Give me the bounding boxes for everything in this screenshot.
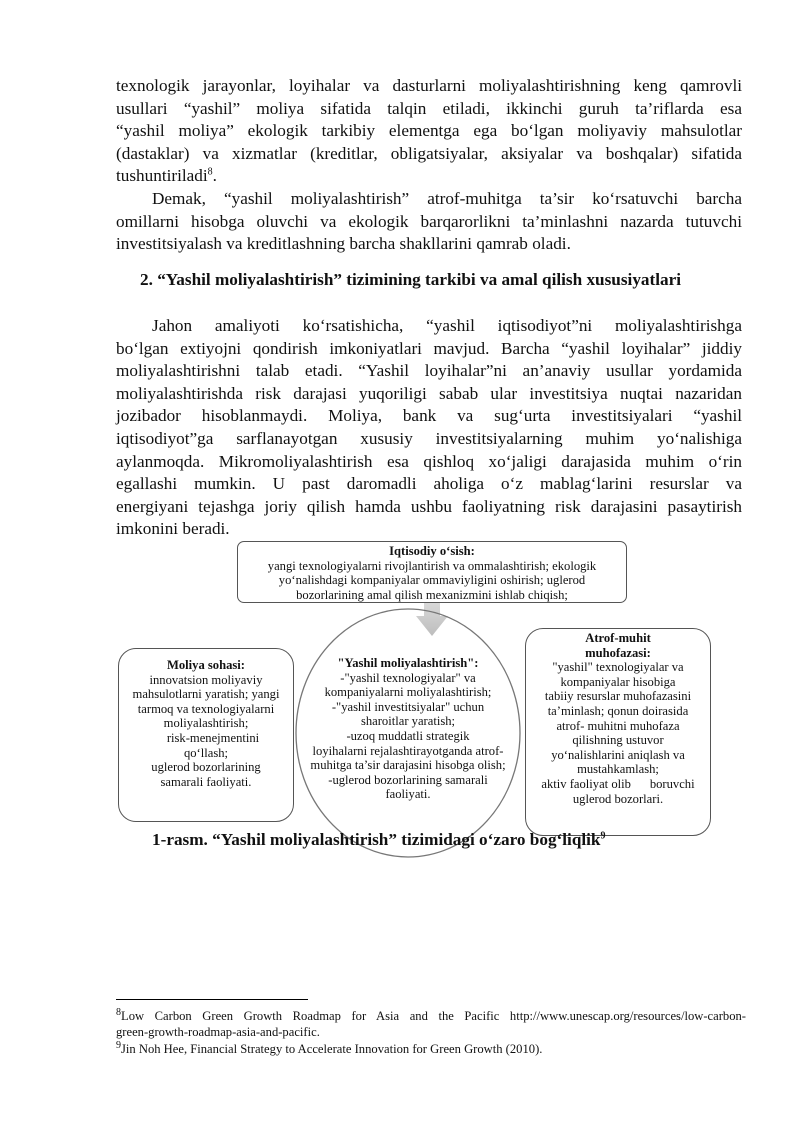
green-finance-ellipse — [298, 656, 518, 806]
box-line: aktiv faoliyat olib boruvchi — [541, 776, 695, 791]
footnote-ref-9[interactable]: 9 — [600, 830, 606, 842]
box-line: -uglerod bozorlarining samarali — [328, 772, 488, 787]
text-line: aylanmoqda. Mikromoliyalashtirish esa qishloq xo‘jaligi darajasida muhim o‘rin — [116, 451, 742, 471]
box-line: muhitga ta’sir darajasini hisobga olish; — [310, 758, 506, 773]
box-line: qilishning ustuvor — [572, 733, 664, 748]
box-line: atrof- muhitni muhofaza — [556, 718, 680, 733]
text-fragment-punct: . — [212, 166, 217, 186]
footnote-number: 8 — [116, 1006, 121, 1018]
box-line: faoliyati. — [385, 787, 431, 802]
box-line: sharoitlar yaratish; — [360, 714, 456, 729]
footnote-number: 9 — [116, 1039, 121, 1051]
box-line: tabiiy resurslar muhofazasini — [544, 689, 692, 704]
box-line: mustahkamlash; — [577, 762, 659, 777]
box-line: yangi texnologiyalarni rivojlantirish va ommalashtirish; ekologik — [267, 558, 597, 573]
text-line: omillarni hisobga oluvchi va ekologik barqarorlikni ta’minlashni nazarda tutuvchi — [116, 211, 742, 231]
text-line: “yashil moliya” ekologik tarkibiy elementga ega bo‘lgan moliyaviy mahsulotlar — [116, 121, 742, 141]
text-fragment: tushuntiriladi — [116, 166, 208, 186]
box-line: uglerod bozorlari. — [572, 791, 664, 806]
box-title: Moliya sohasi: — [166, 658, 246, 672]
text-line: usullari “yashil” moliya sifatida talqin etiladi, ikkinchi guruh ta’riflarda esa — [116, 98, 742, 118]
footnote-9 — [116, 1041, 746, 1057]
box-line: samarali faoliyati. — [160, 774, 252, 789]
section-heading: 2. “Yashil moliyalashtirish” tizimining tarkibi va amal qilish xususiyatlari — [140, 270, 682, 289]
box-title: Atrof-muhit — [585, 631, 651, 645]
box-line: -"yashil texnologiyalar" va — [340, 670, 476, 685]
down-arrow-shape — [416, 602, 448, 636]
box-line: mahsulotlarni yaratish; yangi — [132, 687, 280, 702]
box-line: bozorlarining amal qilish mexanizmini ishlab chiqish; — [296, 587, 568, 602]
footnote-ref-8[interactable]: 8 — [207, 166, 213, 178]
box-line: loyihalarni rejalashtirayotganda atrof- — [312, 743, 504, 758]
footnote-line — [116, 1008, 746, 1024]
text-line: (dastaklar) va xizmatlar (kreditlar, obligatsiyalar, aksiyalar va boshqalar) sifatida — [116, 143, 742, 163]
box-line: yo‘nalishlarini aniqlash va — [551, 747, 685, 762]
text-line: texnologik jarayonlar, loyihalar va dasturlarni moliyalashtirishning keng qamrovli — [116, 76, 742, 95]
box-line: uglerod bozorlarining — [151, 760, 261, 775]
figure-caption — [152, 830, 606, 850]
box-line: -"yashil investitsiyalar" uchun — [331, 699, 485, 714]
footnote-8 — [116, 1008, 746, 1040]
text-line: moliyalashtirishda risk darajasi yuqoriligi sabab ular investitsiya nuqtai nazaridan — [116, 383, 742, 403]
environment-protection-box — [525, 628, 711, 836]
text-line: jozibador hisoblanmaydi. Moliya, bank va sug‘urta investitsiyalari “yashil — [116, 406, 742, 426]
text-line: Jahon amaliyoti ko‘rsatishicha, “yashil iqtisodiyot”ni moliyalashtirishga — [152, 316, 742, 335]
footnote-text: Jin Noh Hee, Financial Strategy to Accelerate Innovation for Green Growth (2010). — [121, 1042, 543, 1056]
box-line: qo‘llash; — [183, 745, 229, 760]
text-line: iqtisodiyot”ga sarflanayotgan xususiy investitsiyalarning muhim yo‘nalishiga — [116, 428, 742, 448]
economic-growth-box — [237, 541, 627, 603]
text-line: investitsiyalash va kreditlashning barcha shakllarini qamrab oladi. — [116, 234, 571, 254]
box-line: -uzoq muddatli strategik — [346, 728, 470, 743]
text-line: egallashi mumkin. U past daromadli aholiga o‘z mablag‘larini resurslar va — [116, 474, 742, 494]
text-line: energiyani tejashga joriy qilish hamda ushbu faoliyatning risk darajasini pasaytirish — [116, 496, 742, 516]
box-line: kompaniyalarni moliyalashtirish; — [324, 685, 492, 700]
caption-text: 1-rasm. “Yashil moliyalashtirish” tizimidagi o‘zaro bog‘liqlik — [152, 830, 601, 849]
box-line: moliyalashtirish; — [163, 716, 249, 731]
box-line: risk-menejmentini — [166, 730, 260, 745]
finance-sector-box — [118, 648, 294, 822]
box-title: "Yashil moliyalashtirish": — [337, 656, 479, 670]
box-title: muhofazasi: — [585, 645, 651, 660]
box-line: innovatsion moliyaviy — [149, 672, 263, 687]
footnote-line: green-growth-roadmap-asia-and-pacific. — [116, 1025, 320, 1039]
text-line: imkonini beradi. — [116, 519, 230, 539]
footnote-line — [116, 1041, 746, 1057]
footnote-text: Low Carbon Green Growth Roadmap for Asia and the Pacific http://www.unescap.org/resources/low-carbon- — [121, 1009, 746, 1023]
box-line: "yashil" texnologiyalar va — [552, 660, 684, 675]
box-line: tarmoq va texnologiyalarni — [137, 701, 275, 716]
text-line: Demak, “yashil moliyalashtirish” atrof-muhitga ta’sir ko‘rsatuvchi barcha — [152, 189, 742, 208]
footnote-separator — [116, 999, 308, 1000]
box-line: yo‘nalishdagi kompaniyalar ommaviyligini oshirish; uglerod — [278, 573, 586, 588]
box-title: Iqtisodiy o‘sish: — [389, 544, 475, 558]
text-line: moliyalashtirishni talab etadi. “Yashil loyihalar”ni an’anaviy usullar yordamida — [116, 361, 742, 381]
box-line: kompaniyalar hisobiga — [560, 674, 676, 689]
text-line: bo‘lgan extiyojni qondirish imkoniyatlari mavjud. Barcha “yashil loyihalar” jiddiy — [116, 338, 742, 358]
box-line: ta’minlash; qonun doirasida — [547, 703, 689, 718]
